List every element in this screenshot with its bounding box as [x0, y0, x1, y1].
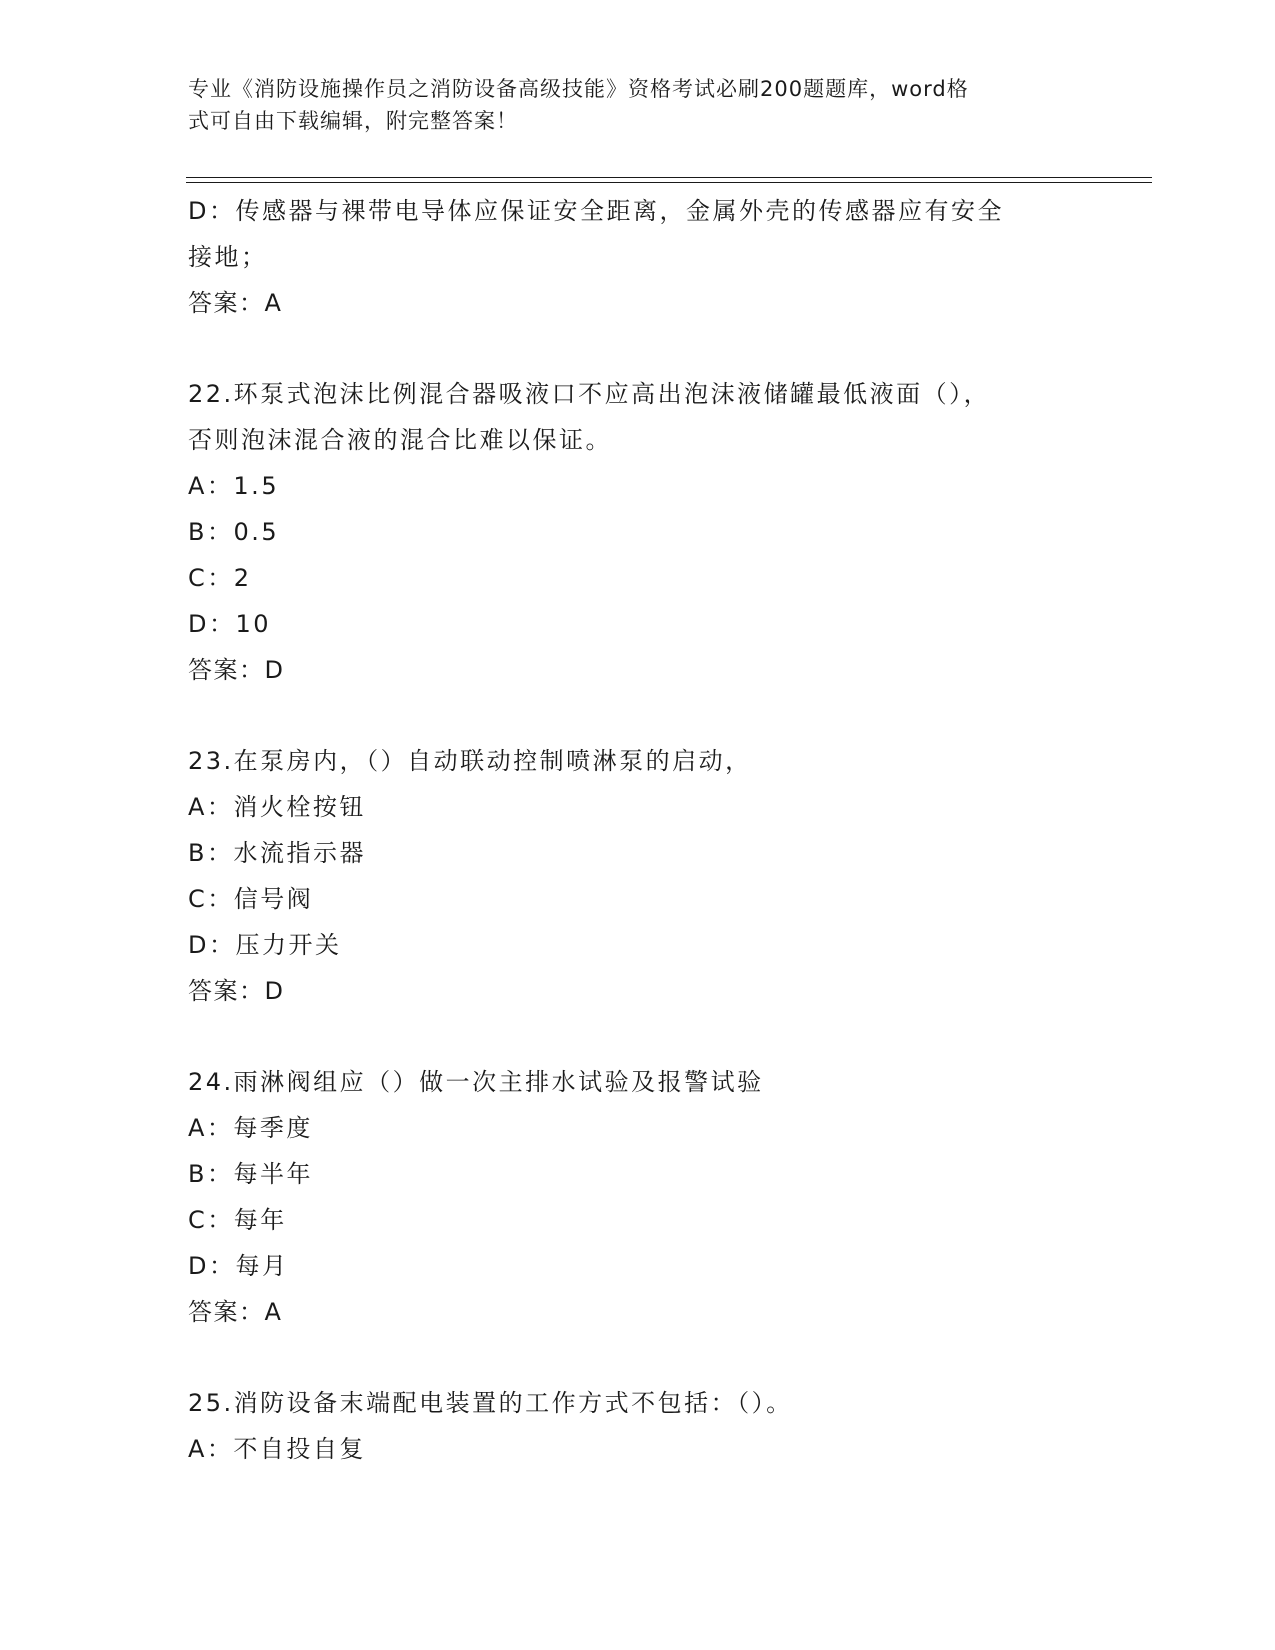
- option-c: C：信号阀: [188, 885, 314, 913]
- option-b: B：0.5: [188, 518, 280, 546]
- question-list: [188, 188, 1088, 1472]
- question-24: [188, 1059, 1088, 1335]
- header-divider-bottom: [186, 182, 1152, 183]
- question-spacer: [188, 1335, 1088, 1380]
- answer-text: 答案：D: [188, 656, 285, 684]
- header-divider-top: [186, 177, 1152, 178]
- question-stem: 25.消防设备末端配电装置的工作方式不包括：（）。: [188, 1389, 793, 1417]
- option-a: A：每季度: [188, 1114, 313, 1142]
- option-a: A：不自投自复: [188, 1435, 366, 1463]
- header-line-1: 专业《消防设施操作员之消防设备高级技能》资格考试必刷200题题库，word格: [188, 77, 969, 101]
- option-d: D：每月: [188, 1252, 289, 1280]
- option-a: A：1.5: [188, 472, 280, 500]
- option-d: D：传感器与裸带电导体应保证安全距离，金属外壳的传感器应有安全: [188, 197, 1004, 225]
- question-spacer: [188, 1014, 1088, 1059]
- option-a: A：消火栓按钮: [188, 793, 366, 821]
- question-25: [188, 1380, 1088, 1472]
- question-stem: 22.环泵式泡沫比例混合器吸液口不应高出泡沫液储罐最低液面（），: [188, 380, 991, 408]
- question-21-continuation: [188, 188, 1088, 326]
- question-stem: 24.雨淋阀组应（）做一次主排水试验及报警试验: [188, 1068, 764, 1096]
- option-d: D：压力开关: [188, 931, 342, 959]
- answer-text: 答案：D: [188, 977, 285, 1005]
- answer-text: 答案：A: [188, 289, 283, 317]
- option-c: C：每年: [188, 1206, 287, 1234]
- question-stem-continued: 否则泡沫混合液的混合比难以保证。: [188, 426, 612, 454]
- question-22: [188, 371, 1088, 693]
- document-header: [188, 73, 1068, 137]
- question-23: [188, 738, 1088, 1014]
- question-spacer: [188, 693, 1088, 738]
- question-stem: 23.在泵房内，（）自动联动控制喷淋泵的启动，: [188, 747, 752, 775]
- option-b: B：每半年: [188, 1160, 313, 1188]
- option-d-continued: 接地；: [188, 243, 268, 271]
- answer-text: 答案：A: [188, 1298, 283, 1326]
- option-b: B：水流指示器: [188, 839, 366, 867]
- header-line-2: 式可自由下载编辑，附完整答案！: [188, 109, 518, 133]
- option-c: C：2: [188, 564, 252, 592]
- option-d: D：10: [188, 610, 272, 638]
- question-spacer: [188, 326, 1088, 371]
